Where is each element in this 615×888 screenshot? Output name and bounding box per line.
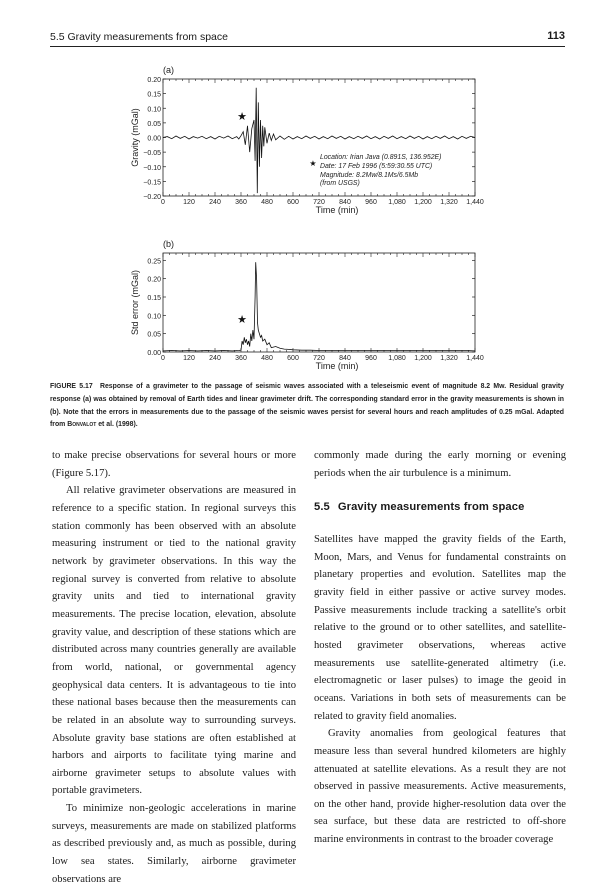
panel-b-x-tick-label: 1,200 <box>414 355 432 362</box>
page-number: 113 <box>547 30 565 42</box>
panel-a-y-tick-label: −0.15 <box>143 179 161 187</box>
panel-a-y-tick-label: 0.10 <box>147 106 161 114</box>
panel-a-event-star: ★ <box>237 111 247 123</box>
panel-b-series-line <box>163 262 475 351</box>
section-title: Gravity measurements from space <box>337 501 525 514</box>
legend-location: Location: Irian Java (0.891S, 136.952E) <box>320 154 442 161</box>
panel-b-y-tick-label: 0.05 <box>147 331 161 339</box>
panel-a-panel-label: (a) <box>163 65 174 75</box>
panel-a-x-tick-label: 840 <box>339 199 351 206</box>
paragraph: to make precise observations for several hours or more (Figure 5.17). <box>52 450 296 479</box>
right-column <box>314 447 566 849</box>
panel-a-y-tick-label: −0.05 <box>143 150 161 158</box>
panel-b-event-star: ★ <box>237 314 247 326</box>
panel-b-plot-frame <box>163 253 475 352</box>
panel-a-series-line <box>163 88 475 193</box>
panel-a-x-tick-label: 1,080 <box>388 199 406 206</box>
figure-caption <box>50 381 564 432</box>
panel-b-panel-label: (b) <box>163 239 174 249</box>
panel-b-y-axis-label: Std error (mGal) <box>130 269 140 336</box>
panel-b-y-tick-label: 0.15 <box>147 295 161 302</box>
left-column <box>52 447 296 888</box>
paragraph: To minimize non-geologic accelerations in marine surveys, measurements are made on stabilized platforms as described previously and, as much as possible, during low sea states. Similarly, airborne gravimeter observations are <box>52 803 296 885</box>
paragraph: commonly made during the early morning or evening periods when the air turbulence is a minimum. <box>314 450 566 479</box>
legend-star: ★ <box>309 159 317 168</box>
legend-source: (from USGS) <box>320 180 360 187</box>
panel-a-x-axis-label: Time (min) <box>315 205 359 215</box>
panel-b-x-tick-label: 120 <box>183 355 195 362</box>
paragraph: Gravity anomalies from geological features that measure less than several hundred kilometers are highly attenuated at satellite elevations. As a result they are not observed in passive measurements. Active measurements, on the other hand, provide higher-resolution data over the sea surface, but these data are restricted to off-shore marine environments in contrast to the broader coverage <box>314 728 566 846</box>
caption-text-end: et al. (1998). <box>98 421 138 429</box>
panel-b-x-tick-label: 600 <box>287 355 299 362</box>
panel-a-x-tick-label: 240 <box>209 199 221 206</box>
panel-a-x-tick-label: 600 <box>287 199 299 206</box>
panel-b-x-tick-label: 0 <box>161 355 165 362</box>
panel-a-x-tick-label: 1,440 <box>466 199 484 206</box>
panel-a-x-tick-label: 1,320 <box>440 199 458 206</box>
paragraph: All relative gravimeter observations are measured in reference to a specific station. In regional surveys this station commonly has been observed with an absolute measuring instrument or tied to the national gravity network by gravimeter observations. In this way the regional survey is converted from relative to absolute gravity units and tied to international gravity measurements. The precise location, elevation, absolute gravity value, and description of these stations which are distributed across many countries generally are available from world, national, or governmental agency geophysical data centers. It is advantageous to tie into these national bases because then the measurements can be related in an absolute way to surrounding surveys. Absolute gravity base stations are often established at harbors and airports to facilitate tying marine and airborne gravimeter setups to absolute values with portable gravimeters. <box>52 485 296 797</box>
running-header-section: 5.5 Gravity measurements from space <box>50 31 228 43</box>
paragraph: Satellites have mapped the gravity fields of the Earth, Moon, Mars, and Venus for fundamental constraints on planetary properties and evolution. Satellites map the gravity field in either passive or active survey modes. Passive measurements include tracking a satellite's orbit relative to the ground or to other satellites, and satellite-hosted gravimeter observations, whereas active measurements use satellite-generated altimetry (i.e. electromagnetic or laser pulses) to image the geoid in oceans. Variations in both sets of measurements can be related to gravity field anomalies. <box>314 533 566 722</box>
panel-b-y-tick-label: 0.10 <box>147 313 161 321</box>
panel-a-y-tick-label: 0.20 <box>147 77 161 84</box>
panel-b-x-tick-label: 1,080 <box>388 355 406 362</box>
panel-b-y-tick-label: 0.20 <box>147 276 161 284</box>
panel-a-x-tick-label: 360 <box>235 199 247 206</box>
section-heading <box>314 499 566 517</box>
figure-5-17 <box>0 0 615 380</box>
panel-b-x-tick-label: 960 <box>365 355 377 362</box>
panel-b-y-tick-label: 0.00 <box>147 350 161 357</box>
panel-a-x-tick-label: 120 <box>183 199 195 206</box>
panel-a-x-tick-label: 1,200 <box>414 199 432 206</box>
panel-a-y-tick-label: −0.20 <box>143 194 161 201</box>
panel-a-y-tick-label: 0.00 <box>147 135 161 143</box>
caption-label: FIGURE 5.17 <box>50 383 93 390</box>
legend-date: Date: 17 Feb 1996 (5:59:30.55 UTC) <box>320 163 433 170</box>
panel-b-y-tick-label: 0.25 <box>147 258 161 266</box>
panel-a-plot-frame <box>163 79 475 196</box>
panel-b-x-tick-label: 360 <box>235 355 247 362</box>
caption-author: Bonvalot <box>67 421 97 429</box>
panel-b-x-tick-label: 720 <box>313 355 325 362</box>
caption-text: Response of a gravimeter to the passage of seismic waves associated with a teleseismic event of magnitude 8.2 Mw. Residual gravity response (a) was obtained by removal of Earth tides and linear gravimeter drift. The corresponding standard error in the gravity measurements is shown in (b). Note that the errors in measurements due to the passage of the seismic waves persist for several hours and reach amplitudes of 0.25 mGal. Adapted from <box>50 383 565 429</box>
panel-a-y-tick-label: 0.15 <box>147 91 161 99</box>
panel-a-y-tick-label: −0.10 <box>143 164 161 172</box>
panel-b-x-tick-label: 1,320 <box>440 355 458 362</box>
panel-a-x-tick-label: 960 <box>365 199 377 206</box>
panel-b-x-axis-label: Time (min) <box>315 361 359 371</box>
panel-a-y-axis-label: Gravity (mGal) <box>130 108 140 167</box>
panel-a-x-tick-label: 720 <box>313 199 325 206</box>
panel-a-y-tick-label: 0.05 <box>147 120 161 128</box>
panel-b-x-tick-label: 240 <box>209 355 221 362</box>
legend-magnitude: Magnitude: 8.2Mw/8.1Ms/6.5Mb <box>320 172 419 179</box>
panel-b-x-tick-label: 480 <box>261 355 273 362</box>
panel-b-x-tick-label: 840 <box>339 355 351 362</box>
panel-a-x-tick-label: 480 <box>261 199 273 206</box>
panel-a-x-tick-label: 0 <box>161 199 165 206</box>
section-number: 5.5 <box>314 501 330 514</box>
panel-b-x-tick-label: 1,440 <box>466 355 484 362</box>
